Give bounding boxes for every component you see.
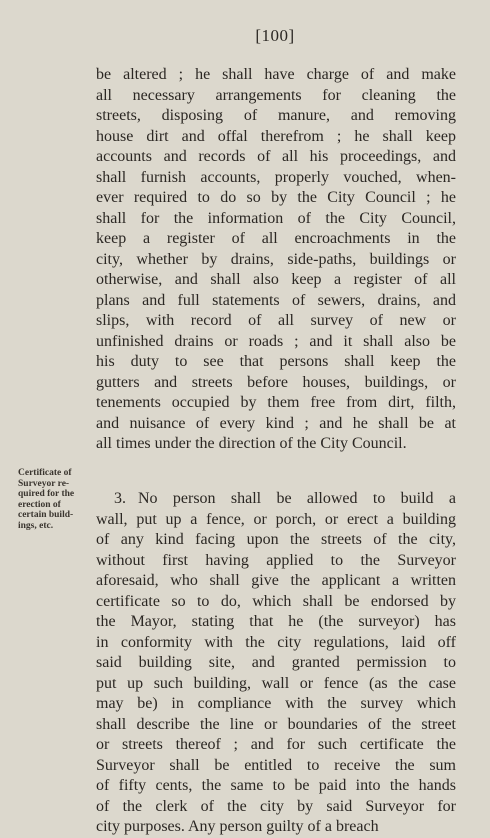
text-line: ever required to do so by the City Council ; he	[96, 189, 456, 206]
text-line: said building site, and granted permission to	[96, 654, 456, 671]
text-line: tenements occupied by them free from dirt, filth,	[96, 394, 456, 411]
text-line: keep a register of all encroachments in the	[96, 230, 456, 247]
margin-note	[18, 468, 98, 531]
page-number: [100]	[255, 26, 295, 45]
text-line: slips, with record of all survey of new or	[96, 312, 456, 329]
text-line: Surveyor shall be entitled to receive the sum	[96, 756, 456, 774]
margin-note-line: ings, etc.	[18, 520, 54, 531]
section-number: 3.	[114, 490, 126, 507]
text-line: shall for the information of the City Council,	[96, 209, 456, 227]
text-line: be altered ; he shall have charge of and make	[96, 66, 456, 83]
text-line: city purposes. Any person guilty of a breach	[96, 818, 379, 835]
margin-note-line: certain build-	[18, 510, 74, 520]
text-line: in conformity with the city regulations, laid off	[96, 633, 456, 651]
text-line: otherwise, and shall also keep a register of all	[96, 271, 456, 288]
text-line: gutters and streets before houses, buildings, or	[96, 373, 456, 391]
text-line: of the clerk of the city by said Surveyor for	[96, 797, 456, 815]
text-line: his duty to see that persons shall keep the	[96, 353, 456, 370]
text-line: the Mayor, stating that he (the surveyor) has	[96, 613, 456, 630]
margin-note-line: erection of	[18, 499, 61, 510]
continued-paragraph	[96, 65, 456, 455]
text-line: streets, disposing of manure, and removing	[96, 107, 456, 124]
text-line: unfinished drains or roads ; and it shall also be	[96, 332, 456, 350]
text-line: all necessary arrangements for cleaning the	[96, 86, 456, 104]
text-line: accounts and records of all his proceedings, and	[96, 148, 456, 165]
text-line: and nuisance of every kind ; and he shall be at	[96, 414, 456, 432]
text-line: shall furnish accounts, properly vouched, when-	[96, 168, 456, 186]
text-line: house dirt and offal therefrom ; he shall keep	[96, 127, 456, 145]
text-line: of any kind facing upon the streets of the city,	[96, 531, 456, 548]
text-line: all times under the direction of the City Council.	[96, 435, 407, 452]
text-line: of fifty cents, the same to be paid into the hands	[96, 777, 456, 794]
text-line: city, whether by drains, side-paths, buildings or	[96, 250, 456, 268]
text-line: No person shall be allowed to build a	[138, 490, 456, 507]
margin-note-line: Surveyor re-	[18, 478, 70, 489]
text-line: wall, put up a fence, or porch, or erect a building	[96, 510, 456, 528]
text-line: shall describe the line or boundaries of the street	[96, 715, 456, 733]
text-line: plans and full statements of sewers, drains, and	[96, 291, 456, 309]
text-line: certificate so to do, which shall be endorsed by	[96, 592, 456, 610]
margin-note-line: quired for the	[18, 489, 75, 499]
section-3-paragraph	[96, 489, 456, 838]
section-3-first-line	[96, 489, 456, 510]
margin-note-line: Certificate of	[18, 468, 72, 478]
text-line: may be) in compliance with the survey which	[96, 695, 456, 712]
text-line: put up such building, wall or fence (as the case	[96, 674, 456, 692]
text-line: aforesaid, who shall give the applicant a written	[96, 572, 456, 589]
text-line: or streets thereof ; and for such certificate the	[96, 736, 456, 753]
text-line: without first having applied to the Surveyor	[96, 551, 456, 569]
